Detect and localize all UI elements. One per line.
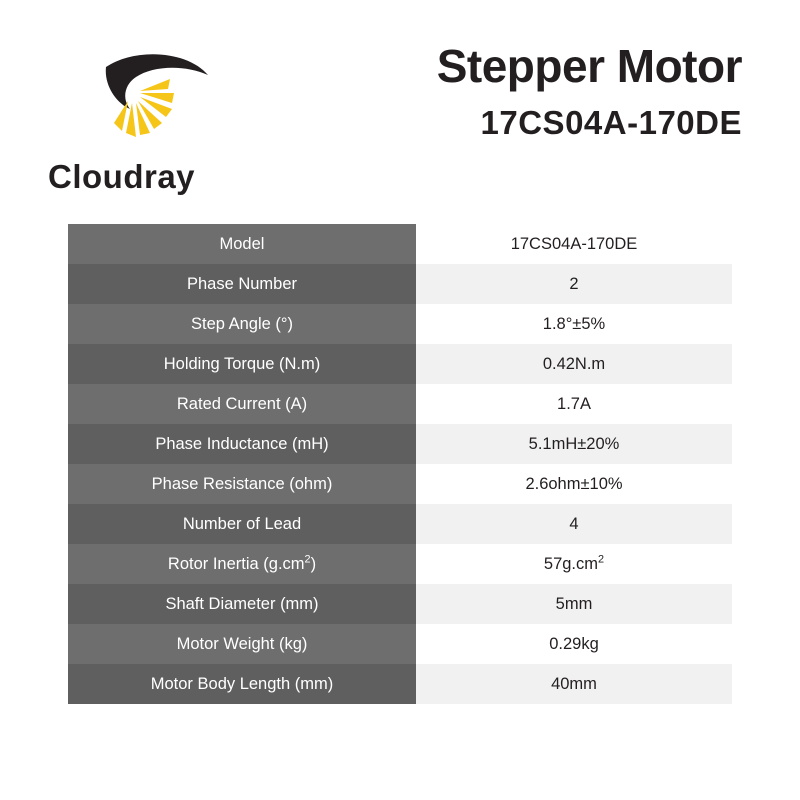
spec-table-body xyxy=(68,224,732,704)
title-block xyxy=(437,42,742,142)
table-row xyxy=(68,344,732,384)
table-row xyxy=(68,664,732,704)
table-row xyxy=(68,424,732,464)
table-row xyxy=(68,224,732,264)
spec-value-cell: 0.29kg xyxy=(416,624,732,664)
spec-value-cell: 0.42N.m xyxy=(416,344,732,384)
spec-label-cell: Model xyxy=(68,224,416,264)
table-row xyxy=(68,464,732,504)
table-row xyxy=(68,584,732,624)
spec-label-cell: Rated Current (A) xyxy=(68,384,416,424)
table-row xyxy=(68,624,732,664)
header xyxy=(0,30,800,200)
table-row xyxy=(68,304,732,344)
product-model: 17CS04A-170DE xyxy=(480,104,742,142)
spec-label-cell: Motor Body Length (mm) xyxy=(68,664,416,704)
spec-value-cell: 1.8°±5% xyxy=(416,304,732,344)
spec-label-cell: Shaft Diameter (mm) xyxy=(68,584,416,624)
table-row xyxy=(68,384,732,424)
brand-name: Cloudray xyxy=(48,158,196,195)
spec-label-cell: Rotor Inertia $(g.cm^2)$ xyxy=(68,544,416,584)
spec-table xyxy=(68,224,732,704)
spec-value-cell: 5mm xyxy=(416,584,732,624)
spec-value-cell: 2 xyxy=(416,264,732,304)
page-title: Stepper Motor xyxy=(436,40,742,92)
brand-block xyxy=(48,40,298,205)
spec-label-cell: Phase Number xyxy=(68,264,416,304)
spec-label-cell: Number of Lead xyxy=(68,504,416,544)
spec-value-cell: 1.7A xyxy=(416,384,732,424)
table-row xyxy=(68,504,732,544)
spec-value-cell: 40mm xyxy=(416,664,732,704)
cloudray-crescent-logo-icon xyxy=(96,45,216,155)
spec-label-cell: Step Angle (°) xyxy=(68,304,416,344)
spec-label-cell: Holding Torque (N.m) xyxy=(68,344,416,384)
table-row xyxy=(68,264,732,304)
spec-value-cell: 2.6ohm±10% xyxy=(416,464,732,504)
spec-label-cell: Phase Inductance (mH) xyxy=(68,424,416,464)
spec-label-cell: Phase Resistance (ohm) xyxy=(68,464,416,504)
table-row xyxy=(68,544,732,584)
spec-value-cell: 17CS04A-170DE xyxy=(416,224,732,264)
spec-value-cell: $57g.cm^2$ xyxy=(416,544,732,584)
spec-label-cell: Motor Weight (kg) xyxy=(68,624,416,664)
spec-value-cell: 5.1mH±20% xyxy=(416,424,732,464)
spec-value-cell: 4 xyxy=(416,504,732,544)
